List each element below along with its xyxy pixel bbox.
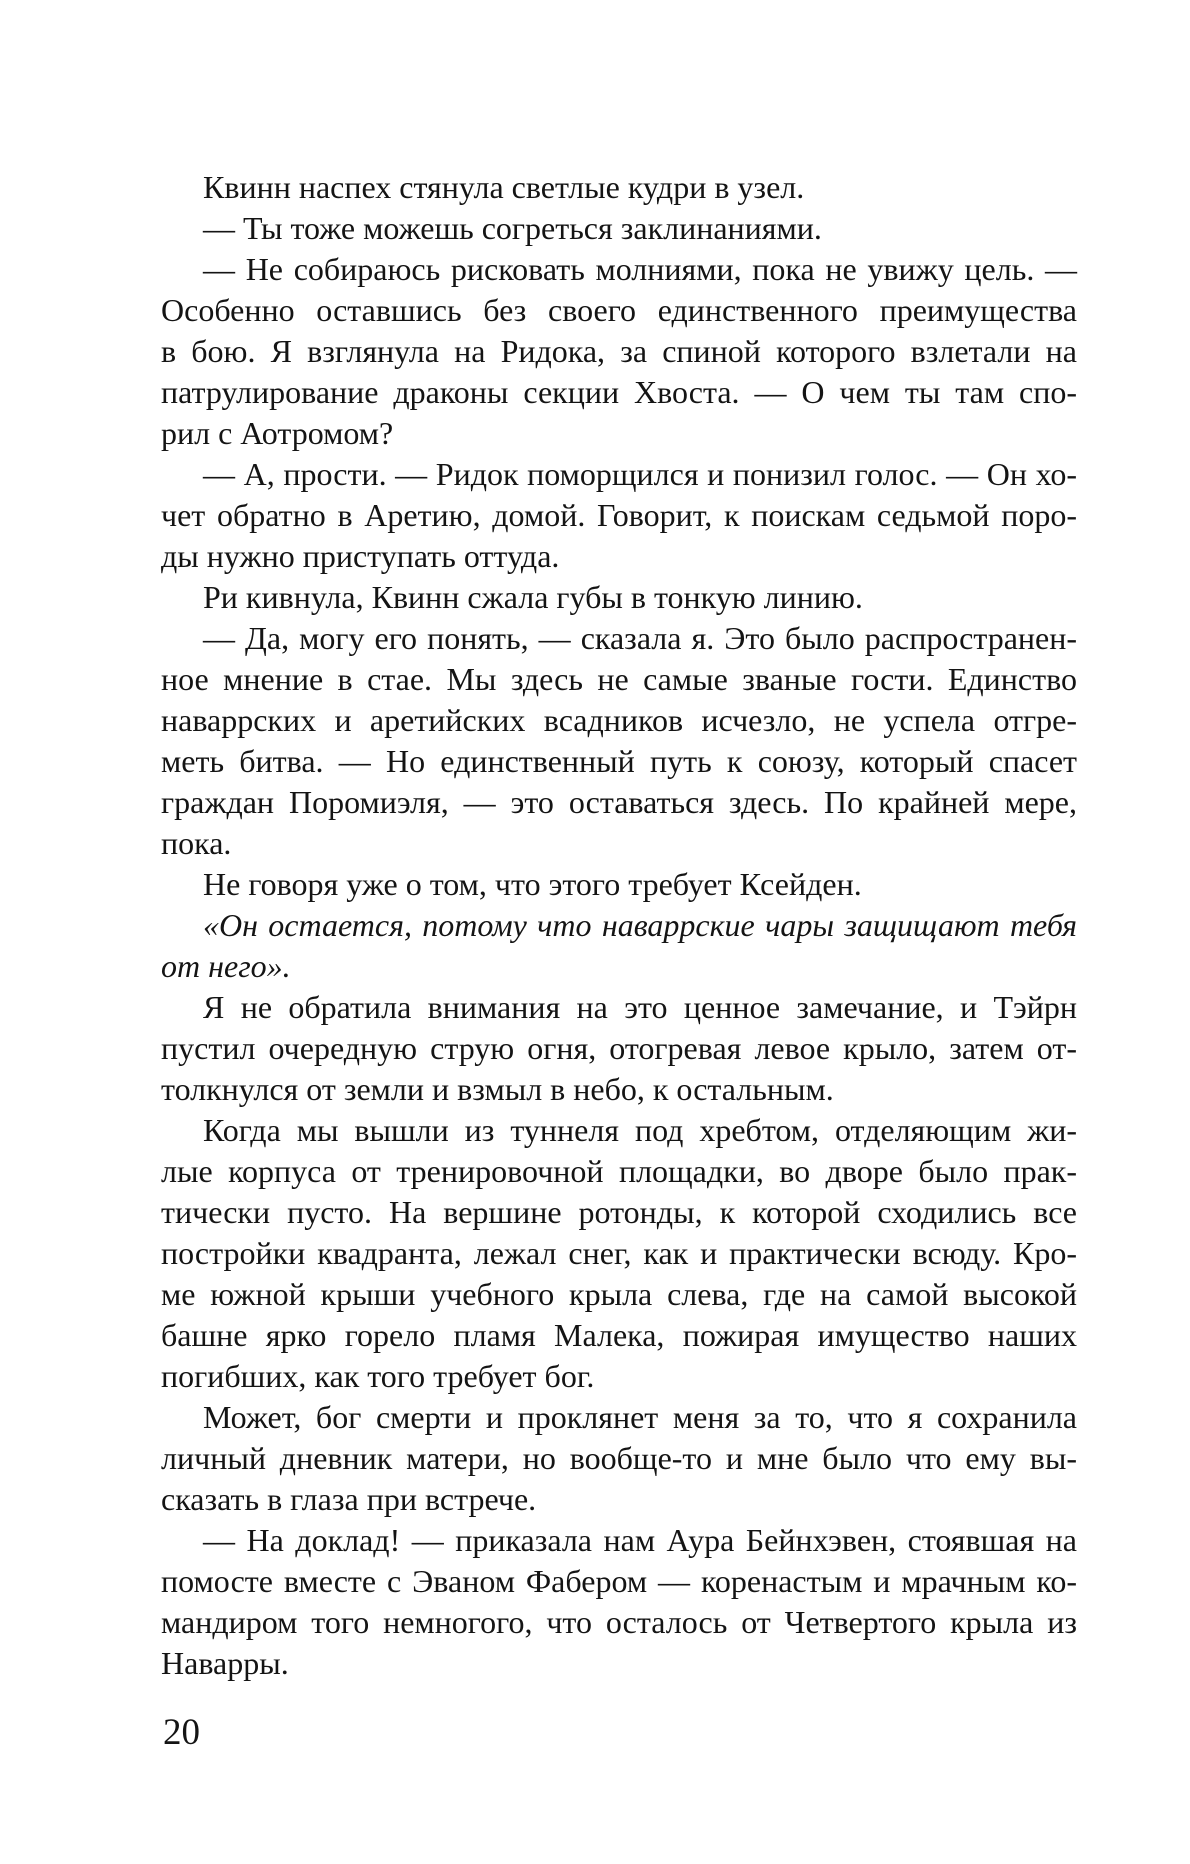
- paragraph: [161, 454, 1077, 577]
- text-line: наваррских и аретийских всадников исчезло, не успела отгре-: [161, 702, 1077, 738]
- text-line: ды нужно приступать оттуда.: [161, 538, 560, 574]
- text-line: Не говоря уже о том, что этого требует Ксейден.: [203, 866, 862, 902]
- text-line: в бою. Я взглянула на Ридока, за спиной которого взлетали на: [161, 333, 1077, 369]
- text-line: чет обратно в Аретию, домой. Говорит, к поискам седьмой поро-: [161, 497, 1077, 533]
- paragraph: [161, 167, 1077, 208]
- text-line: рил с Аотромом?: [161, 415, 394, 451]
- text-line: — Не собираюсь рисковать молниями, пока не увижу цель. —: [203, 251, 1077, 287]
- paragraph: [161, 249, 1077, 454]
- paragraph: [161, 577, 1077, 618]
- paragraph: [161, 1110, 1077, 1397]
- text-line: мандиром того немногого, что осталось от Четвертого крыла из: [161, 1604, 1077, 1640]
- paragraph: [161, 618, 1077, 864]
- text-line: помосте вместе с Эваном Фабером — коренастым и мрачным ко-: [161, 1563, 1077, 1599]
- text-line: постройки квадранта, лежал снег, как и практически всюду. Кро-: [161, 1235, 1077, 1271]
- text-line: — А, прости. — Ридок поморщился и понизил голос. — Он хо-: [203, 456, 1077, 492]
- text-line: Я не обратила внимания на это ценное замечание, и Тэйрн: [203, 989, 1077, 1025]
- text-line: сказать в глаза при встрече.: [161, 1481, 537, 1517]
- paragraph: [161, 1520, 1077, 1684]
- text-line: граждан Поромиэля, — это оставаться здесь. По крайней мере,: [161, 784, 1077, 820]
- text-line: тически пусто. На вершине ротонды, к которой сходились все: [161, 1194, 1077, 1230]
- text-line: башне ярко горело пламя Малека, пожирая имущество наших: [161, 1317, 1077, 1353]
- text-line: погибших, как того требует бог.: [161, 1358, 595, 1394]
- text-line: ме южной крыши учебного крыла слева, где на самой высокой: [161, 1276, 1077, 1312]
- text-line: от него».: [161, 948, 291, 984]
- paragraph: [161, 987, 1077, 1110]
- text-line: Когда мы вышли из туннеля под хребтом, отделяющим жи-: [203, 1112, 1077, 1148]
- text-line: — Ты тоже можешь согреться заклинаниями.: [203, 210, 822, 246]
- page-number: 20: [163, 1712, 200, 1753]
- text-line: «Он остается, потому что наваррские чары защищают тебя: [203, 907, 1077, 943]
- text-block: [161, 167, 1077, 1684]
- text-line: Наварры.: [161, 1645, 289, 1681]
- paragraph: [161, 1397, 1077, 1520]
- text-line: Может, бог смерти и проклянет меня за то, что я сохранила: [203, 1399, 1077, 1435]
- text-line: пустил очередную струю огня, отогревая левое крыло, затем от-: [161, 1030, 1077, 1066]
- text-line: Особенно оставшись без своего единственного преимущества: [161, 292, 1077, 328]
- text-line: толкнулся от земли и взмыл в небо, к остальным.: [161, 1071, 834, 1107]
- paragraph: [161, 208, 1077, 249]
- text-line: лые корпуса от тренировочной площадки, во дворе было прак-: [161, 1153, 1077, 1189]
- text-line: Квинн наспех стянула светлые кудри в узел.: [203, 169, 805, 205]
- text-line: ное мнение в стае. Мы здесь не самые званые гости. Единство: [161, 661, 1077, 697]
- paragraph-italic-quote: [161, 905, 1077, 987]
- text-line: — Да, могу его понять, — сказала я. Это было распространен-: [203, 620, 1077, 656]
- text-line: личный дневник матери, но вообще-то и мне было что ему вы-: [161, 1440, 1077, 1476]
- text-line: Ри кивнула, Квинн сжала губы в тонкую линию.: [203, 579, 863, 615]
- text-line: — На доклад! — приказала нам Аура Бейнхэвен, стоявшая на: [203, 1522, 1077, 1558]
- text-line: пока.: [161, 825, 232, 861]
- text-line: патрулирование драконы секции Хвоста. — О чем ты там спо-: [161, 374, 1077, 410]
- text-line: меть битва. — Но единственный путь к союзу, который спасет: [161, 743, 1077, 779]
- paragraph: [161, 864, 1077, 905]
